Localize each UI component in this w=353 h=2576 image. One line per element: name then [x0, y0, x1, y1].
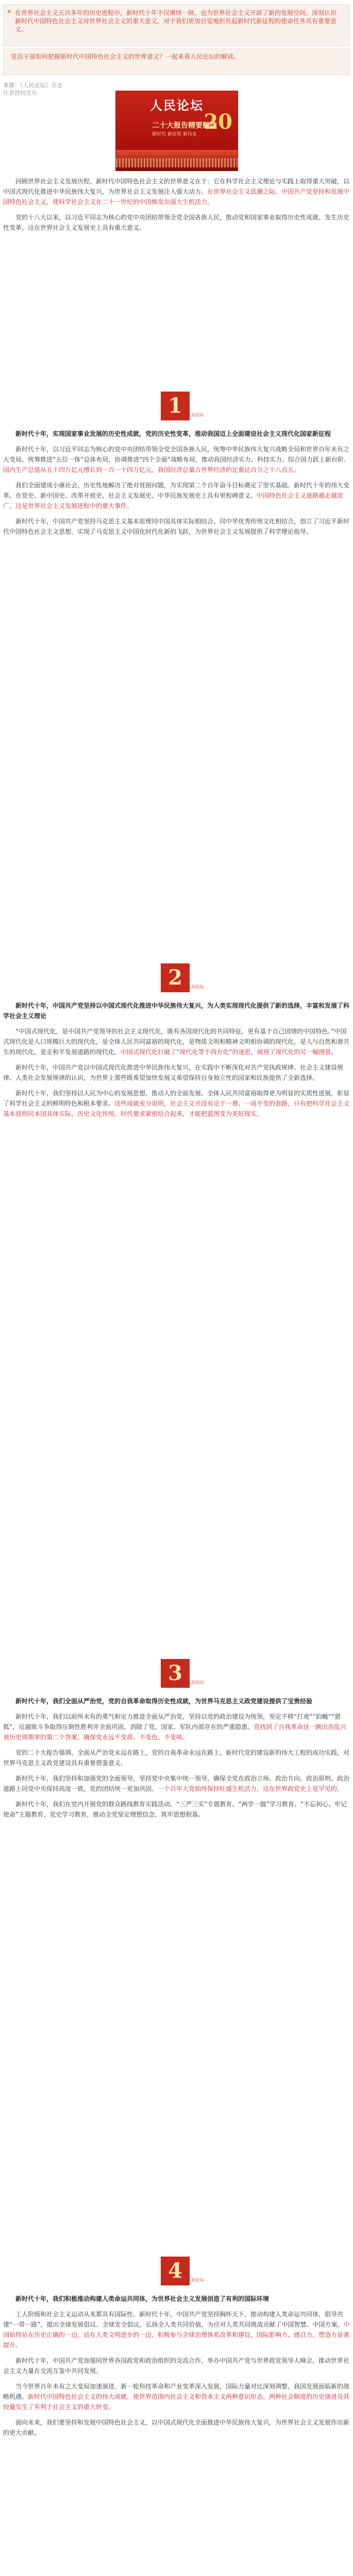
paragraph-text: 回顾世界社会主义发展历程，新时代中国特色社会主义的世界意义在于：它在科学社会主义理论与实践上取得重大突破，以中国式现代化推进中华民族伟大复兴，为世界社会主义发展注入强大动力。	[3, 178, 350, 195]
paragraph: 新时代十年，中国共产党加强同世界各国政党和政治组织的交流合作，举办中国共产党与世界政党领导人峰会，推动世界社会主义力量在交流互鉴中共同发展。	[3, 2357, 350, 2375]
paragraph-text: 当今世界百年未有之大变局加速演进，新一轮科技革命和产业变革深入发展，国际力量对比深刻调整，我国发展面临新的战略机遇。	[3, 2383, 350, 2400]
emblem-tag: 人民论坛	[188, 2278, 204, 2282]
paragraph	[3, 2309, 350, 2350]
cover-brand: 人民论坛	[150, 98, 204, 113]
intro-paragraphs	[3, 176, 350, 238]
highlight-text: 新时代中国特色社会主义的伟大成就，使世界范围内社会主义和资本主义两种意识形态、两种社会制度的历史演进及其较量发生了有利于社会主义的重大转变。	[3, 2393, 350, 2411]
paragraph	[3, 1088, 350, 1119]
paragraph-text: 新时代十年，我们坚持和加强党的全面领导，坚持党中央集中统一领导，确保全党在政治立场、政治方向、政治原则、政治道路上同党中央保持高度一致，党的团结统一更加巩固。	[3, 1775, 350, 1792]
emblem-digit: 1	[168, 394, 182, 418]
ask-text: 党员干部如何把握新时代中国特色社会主义的世界意义？一起来看人民论坛的解读。	[11, 53, 240, 60]
emblem-digit: 2	[168, 965, 182, 990]
section-heading: 新时代十年，我们全面从严治党，党的自我革命取得历史性成就，为世界马克思主义政党建设提供了宝贵经验	[15, 1698, 313, 1705]
cover-crowd-graphic	[116, 158, 238, 167]
highlight-text: 中国式现代化打破了“现代化等于西方化”的迷思，展现了现代化的另一幅图景。	[121, 1048, 338, 1056]
section-emblem-2	[154, 963, 204, 993]
paragraph	[3, 444, 350, 475]
paragraph	[3, 480, 350, 511]
paragraph	[3, 1773, 350, 1794]
section-4	[3, 2294, 350, 2443]
paragraph: 党的二十大报告强调，全面从严治党永远在路上，党的自我革命永远在路上。新时代党的建设新的伟大工程的成功实践，对世界马克思主义政党建设具有重要借鉴意义。	[3, 1749, 350, 1767]
paragraph-text: 新时代十年，我们坚持以人民为中心的发展思想，推动人的全面发展、全体人民共同富裕取得更为明显的实质性进展，彰显了科学社会主义的鲜明特色和根本要求。	[3, 1090, 350, 1107]
emblem-rule-left	[77, 985, 139, 986]
emblem-tag: 人民论坛	[188, 985, 204, 989]
paragraph: 新时代十年，我们在党内开展党的群众路线教育实践活动、“三严三实”专题教育、“两学一做”学习教育、“不忘初心、牢记使命”主题教育、党史学习教育，推动全党坚定理想信念、筑牢思想根基。	[3, 1801, 347, 1818]
intro-text: 在世界社会主义五百多年的历史进程中，新时代十年不仅赓续一脉，也为世界社会主义开辟了新的发展空间。深刻认识新时代中国特色社会主义对世界社会主义的重大意义，对于我们更加自觉地担负起新时代新征程的使命任务具有重要意义。	[15, 9, 337, 33]
emblem-rule-right	[214, 985, 276, 986]
paragraph	[3, 1711, 350, 1742]
emblem-tag: 人民论坛	[188, 1680, 204, 1685]
cover-number: 20	[204, 110, 232, 134]
paragraph-text: 我们全面建成小康社会，历史性地解决了绝对贫困问题，为实现第二个百年奋斗目标奠定了坚实基础。新时代十年的伟大变革，在党史、新中国史、改革开放史、社会主义发展史、中华民族发展史上具有里程碑意义。	[3, 482, 350, 499]
source-sub: 作者授权发布	[3, 90, 37, 96]
paragraph: 面向未来，我们要坚持和发展中国特色社会主义，以中国式现代化全面推进中华民族伟大复兴，为世界社会主义发展作出新的更大贡献。	[3, 2419, 350, 2436]
highlight-text: 国内生产总值从五十四万亿元增长到一百一十四万亿元，我国经济总量占世界经济的比重达百分之十八点五。	[3, 466, 300, 473]
section-heading: 新时代十年，实现国家事业发展的历史性成就，党的历史性变革，推动我国迈上全面建设社会主义现代化国家新征程	[15, 430, 331, 437]
highlight-text: 这些成就充分说明，社会主义并没有定于一尊、一成不变的套路，只有把科学社会主义基本原则同本国具体实际、历史文化传统、时代要求紧密结合起来，才能把蓝图变为美好现实。	[3, 1100, 350, 1117]
section-heading: 新时代十年，中国共产党坚持以中国式现代化推进中华民族伟大复兴，为人类实现现代化提供了新的选择，丰富和发展了科学社会主义理论	[3, 1002, 350, 1020]
paragraph-text: 工人阶级和社会主义运动从来都具有国际性。新时代十年，中国共产党坚持胸怀天下，推动构建人类命运共同体，倡导共建“一带一路”，提出全球发展倡议、全球安全倡议，弘扬全人类共同价值，为应对人类共同挑战贡献了中国智慧、中国方案。	[3, 2311, 344, 2328]
source-line: 来源：《人民论坛》杂志	[3, 82, 63, 89]
highlight-text: 中国特色社会主义道路越走越宽广，这是世界社会主义发展进程中的重大事件。	[3, 492, 344, 510]
emblem-tag: 人民论坛	[188, 413, 204, 417]
paragraph-text: 新时代十年，以习近平同志为核心的党中央团结带领全党全国各族人民，统筹中华民族伟大复兴战略全局和世界百年未有之大变局，统筹推进“五位一体”总体布局，协调推进“四个全面”战略布局，推动我国经济实力、科技实力、综合国力跃上新台阶。	[3, 446, 350, 463]
emblem-digit: 3	[168, 1661, 182, 1685]
cover-headline: 二十大报告精要解读	[152, 122, 217, 130]
ask-box	[3, 48, 350, 75]
paragraph: 新时代十年，中国共产党以中国式现代化推进中华民族伟大复兴，在实践中不断深化对共产党执政规律、社会主义建设规律、人类社会发展规律的认识，为世界上那些既希望加快发展又希望保持自身独立性的国家和民族提供了全新选择。	[3, 1064, 344, 1081]
paragraph: 党的十八大以来，以习近平同志为核心的党中央团结带领全党全国各族人民，推动党和国家事业取得历史性成就、发生历史性变革，这在世界社会主义发展史上具有重大意义。	[3, 214, 350, 231]
paragraph: 新时代十年，中国共产党坚持马克思主义基本原理同中国具体实际相结合、同中华优秀传统文化相结合，创立了习近平新时代中国特色社会主义思想，实现了马克思主义中国化时代化新的飞跃，为世界社会主义发展提供了科学理论指导。	[3, 518, 350, 535]
emblem-rule-right	[214, 2278, 276, 2279]
emblem-rule-right	[214, 413, 276, 414]
emblem-rule-left	[77, 2278, 139, 2279]
highlight-text: 中国始终站在历史正确的一边，站在人类文明进步的一边，积极参与全球治理体系改革和建设，国际影响力、感召力、塑造力显著提升。	[3, 2321, 350, 2349]
section-2	[3, 1001, 350, 1124]
highlight-text: 党找到了自我革命这一跳出治乱兴衰历史周期率的第二个答案，确保党永远不变质、不变色、不变味。	[3, 1723, 347, 1741]
highlight-text: 在世界社会主义低潮之际，中国共产党坚持和发展中国特色社会主义，使科学社会主义在二十一世纪的中国焕发出强大生机活力。	[3, 188, 350, 206]
paragraph	[3, 2381, 350, 2412]
section-3	[3, 1696, 350, 1825]
section-emblem-1	[154, 392, 204, 421]
bullet-icon	[8, 10, 11, 13]
section-emblem-3	[154, 1659, 204, 1689]
highlight-text: 一个百年大党始终保持旺盛生机活力，这在世界政党史上是罕见的。	[158, 1785, 344, 1792]
paragraph-text: “中国式现代化，是中国共产党领导的社会主义现代化，既有各国现代化的共同特征，更有基于自己国情的中国特色。”中国式现代化是人口规模巨大的现代化，是全体人民共同富裕的现代化，是物质文明和精神文明相协调的现代化，是人与自然和谐共生的现代化，是走和平发展道路的现代化。	[3, 1028, 350, 1056]
cover-subheadline: 新时代 新征程 新伟业	[152, 132, 197, 137]
paragraph	[3, 1026, 350, 1057]
emblem-digit: 4	[168, 2259, 182, 2283]
emblem-rule-left	[77, 413, 139, 414]
paragraph	[3, 176, 350, 207]
section-heading: 新时代十年，我们积极推动构建人类命运共同体，为世界社会主义发展创造了有利的国际环境	[15, 2295, 270, 2302]
magazine-cover-image	[115, 91, 238, 171]
paragraph-text: 新时代十年，我们以前所未有的勇气和定力推进全面从严治党，坚持以党的政治建设为统领，坚定不移“打虎”“拍蝇”“猎狐”，反腐败斗争取得压倒性胜利并全面巩固，消除了党、国家、军队内部存在的严重隐患。	[3, 1713, 341, 1731]
intro-box	[3, 4, 350, 46]
section-emblem-4	[154, 2257, 204, 2286]
section-1	[3, 429, 350, 542]
